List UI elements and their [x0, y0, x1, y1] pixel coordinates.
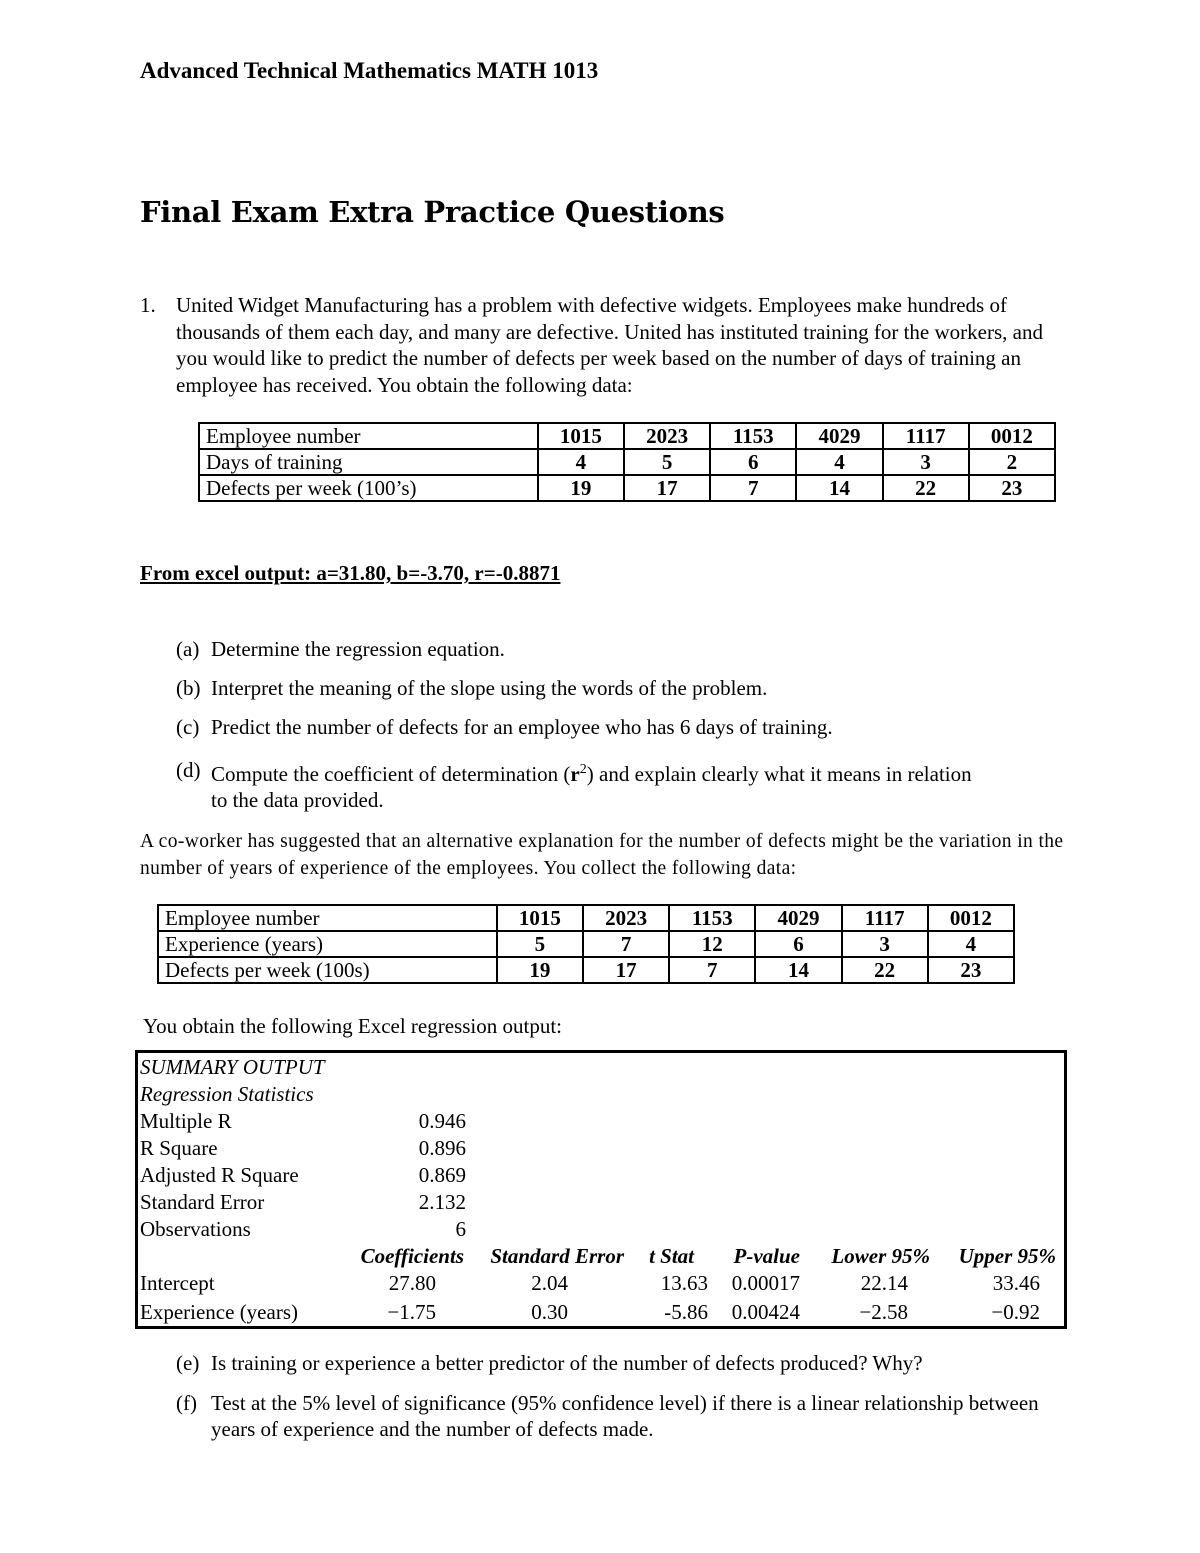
table-cell: 1117 — [842, 905, 928, 931]
stat-value: 2.132 — [418, 1190, 466, 1214]
stat-label: Adjusted R Square — [140, 1163, 299, 1187]
table-row — [199, 423, 1055, 449]
table-cell: 1117 — [883, 423, 969, 449]
part-label: (f) — [176, 1391, 197, 1415]
column-header: t Stat — [649, 1244, 694, 1268]
column-header: Coefficients — [360, 1244, 464, 1268]
stat-value: 0.896 — [418, 1136, 466, 1160]
table-cell: 7 — [669, 957, 755, 983]
part-a — [176, 636, 1076, 662]
table-cell: 22.14 — [860, 1271, 908, 1295]
table-cell: 2.04 — [531, 1271, 568, 1295]
row-label: Experience (years) — [140, 1300, 298, 1324]
part-text: Interpret the meaning of the slope using the words of the problem. — [211, 676, 768, 700]
table-cell: 2023 — [583, 905, 669, 931]
row-label: Days of training — [199, 449, 538, 475]
row-label: Intercept — [140, 1271, 215, 1295]
table-row — [158, 905, 1014, 931]
superscript: 2 — [579, 762, 587, 777]
coworker-paragraph: A co-worker has suggested that an alternative explanation for the number of defects might be the variation in the number of years of experience of the employees. You collect the following data: — [140, 831, 1064, 879]
column-header: Standard Error — [490, 1244, 624, 1268]
row-label: Employee number — [199, 423, 538, 449]
row-label: Defects per week (100’s) — [199, 475, 538, 501]
part-label: (a) — [176, 637, 200, 661]
part-text: Test at the 5% level of significance (95% confidence level) if there is a linear relationship between years of experience and the number of defects made. — [211, 1391, 1039, 1441]
table-cell: 2 — [969, 449, 1055, 475]
table-cell: 6 — [710, 449, 796, 475]
excel-output-note: From excel output: a=31.80, b=-3.70, r=-0.8871 — [140, 561, 561, 585]
stat-label: Multiple R — [140, 1109, 232, 1133]
table-cell: 27.80 — [388, 1271, 436, 1295]
stat-label: R Square — [140, 1136, 218, 1160]
table-cell: 7 — [710, 475, 796, 501]
table-cell: 4029 — [796, 423, 882, 449]
part-label: (c) — [176, 715, 200, 739]
table-cell: 2023 — [624, 423, 710, 449]
table-cell: 1153 — [669, 905, 755, 931]
table-row — [199, 475, 1055, 501]
summary-subtitle: Regression Statistics — [140, 1082, 314, 1106]
part-f — [176, 1390, 1066, 1442]
experience-data-table — [157, 904, 1015, 984]
table-cell: 0012 — [928, 905, 1014, 931]
table-cell: 1153 — [710, 423, 796, 449]
table-cell: −2.58 — [859, 1300, 908, 1324]
summary-title: SUMMARY OUTPUT — [140, 1055, 325, 1079]
part-d — [176, 757, 976, 813]
table-cell: 3 — [842, 931, 928, 957]
column-header: P-value — [733, 1244, 800, 1268]
part-c — [176, 714, 1076, 740]
stat-label: Observations — [140, 1217, 251, 1241]
table-cell: 23 — [928, 957, 1014, 983]
part-text: Predict the number of defects for an employee who has 6 days of training. — [211, 715, 833, 739]
part-e — [176, 1350, 1076, 1376]
training-data-table — [198, 422, 1056, 502]
question-number: 1. — [140, 293, 156, 317]
part-text-before: Compute the coefficient of determination ( — [211, 762, 571, 786]
table-cell: 4 — [928, 931, 1014, 957]
table-cell: 0012 — [969, 423, 1055, 449]
table-cell: 5 — [624, 449, 710, 475]
table-row — [158, 931, 1014, 957]
table-cell: 17 — [624, 475, 710, 501]
table-cell: 6 — [755, 931, 841, 957]
table-cell: 13.63 — [660, 1271, 708, 1295]
column-header: Upper 95% — [958, 1244, 1056, 1268]
table-row — [158, 957, 1014, 983]
table-cell: 12 — [669, 931, 755, 957]
part-b — [176, 675, 1076, 701]
part-text: Is training or experience a better predictor of the number of defects produced? Why? — [211, 1351, 923, 1375]
question-1 — [140, 292, 1070, 398]
table-cell: -5.86 — [664, 1300, 708, 1324]
row-label: Experience (years) — [158, 931, 497, 957]
stat-value: 0.869 — [418, 1163, 466, 1187]
course-title: Advanced Technical Mathematics MATH 1013 — [140, 58, 599, 83]
table-cell: 5 — [497, 931, 583, 957]
row-label: Employee number — [158, 905, 497, 931]
table-cell: 0.00017 — [731, 1271, 800, 1295]
page-title: Final Exam Extra Practice Questions — [140, 195, 725, 229]
row-label: Defects per week (100s) — [158, 957, 497, 983]
stat-label: Standard Error — [140, 1190, 265, 1214]
table-cell: 4 — [796, 449, 882, 475]
table-cell: 17 — [583, 957, 669, 983]
table-cell: 1015 — [497, 905, 583, 931]
table-cell: 4 — [538, 449, 624, 475]
table-cell: 22 — [883, 475, 969, 501]
part-text — [211, 757, 976, 813]
table-cell: 19 — [538, 475, 624, 501]
table-cell: 14 — [755, 957, 841, 983]
part-text: Determine the regression equation. — [211, 637, 505, 661]
table-cell: 7 — [583, 931, 669, 957]
table-cell: 14 — [796, 475, 882, 501]
table-cell: 19 — [497, 957, 583, 983]
table-cell: 22 — [842, 957, 928, 983]
table-cell: 33.46 — [992, 1271, 1040, 1295]
part-label: (d) — [176, 758, 201, 782]
table-cell: 3 — [883, 449, 969, 475]
table-cell: 0.00424 — [731, 1300, 800, 1324]
obtain-text: You obtain the following Excel regression output: — [143, 1014, 562, 1038]
stat-value: 0.946 — [418, 1109, 466, 1133]
table-cell: 0.30 — [531, 1300, 568, 1324]
table-cell: 1015 — [538, 423, 624, 449]
table-cell: 4029 — [755, 905, 841, 931]
r-symbol: r — [570, 762, 580, 786]
part-text-after: ) and explain clearly what it means in relation to the data provided. — [211, 762, 972, 812]
table-cell: 23 — [969, 475, 1055, 501]
question-text: United Widget Manufacturing has a problem with defective widgets. Employees make hundreds of thousands of them each day, and many are defective. United has instituted training for the workers, and you would like to predict the number of defects per week based on the number of days of training an employee has received. You obtain the following data: — [176, 293, 1043, 397]
table-cell: −0.92 — [991, 1300, 1040, 1324]
table-row — [199, 449, 1055, 475]
part-label: (e) — [176, 1351, 200, 1375]
table-cell: −1.75 — [387, 1300, 436, 1324]
column-header: Lower 95% — [831, 1244, 930, 1268]
excel-summary-output — [135, 1050, 1067, 1329]
part-label: (b) — [176, 676, 201, 700]
stat-value: 6 — [455, 1217, 466, 1241]
